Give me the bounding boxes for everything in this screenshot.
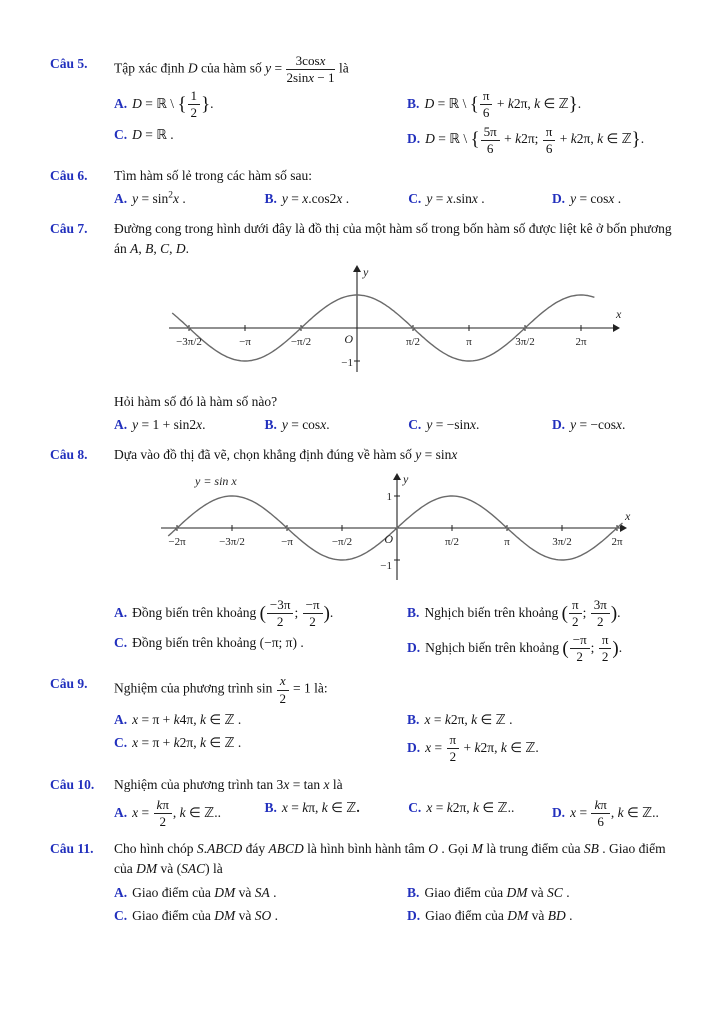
option-letter: B. xyxy=(264,417,277,433)
question-5 xyxy=(50,54,679,158)
option-c xyxy=(408,413,542,437)
question-11-options xyxy=(114,881,679,928)
question-6-stem: Tìm hàm số lẻ trong các hàm số sau: xyxy=(114,167,312,183)
option-d xyxy=(407,123,679,158)
option-a xyxy=(114,881,397,905)
axis-labels xyxy=(176,265,622,369)
question-10-stem: Nghiệm của phương trình tan 3x = tan x là xyxy=(114,776,343,792)
option-b xyxy=(264,796,398,831)
axis-labels xyxy=(168,472,631,572)
question-7 xyxy=(50,219,679,437)
option-c xyxy=(408,796,542,831)
y-tick-label: 1 xyxy=(386,491,392,504)
axes xyxy=(161,473,627,580)
option-letter: A. xyxy=(114,711,128,727)
question-6-label: Câu 6. xyxy=(50,167,88,183)
question-11-label: Câu 11. xyxy=(50,841,94,857)
question-7-stem: Đường cong trong hình dưới đây là đồ thị của một hàm số trong bốn hàm số được liệt kê ở bốn phương án A, B, C, D. xyxy=(114,220,672,256)
option-a xyxy=(114,87,397,122)
y-axis-label: y xyxy=(402,472,408,487)
sine-graph xyxy=(157,470,637,586)
option-text: D = ℝ \ { $\frac{5\pi}{6}$ + k2π; $\frac{\pi}{6}$ + k2π, k ∈ ℤ}. xyxy=(425,123,645,156)
option-text: y = −sinx. xyxy=(426,417,480,433)
option-letter: C. xyxy=(114,908,128,924)
option-letter: B. xyxy=(264,191,277,207)
question-7-label: Câu 7. xyxy=(50,220,88,236)
question-7-figure xyxy=(114,264,679,388)
tick-label: 3π/2 xyxy=(514,336,535,349)
option-d xyxy=(407,904,679,928)
option-text: Giao điểm của DM và BD . xyxy=(425,908,573,924)
tick-label: −π/2 xyxy=(290,336,311,349)
question-11 xyxy=(50,839,679,927)
option-text: x = π + k2π, k ∈ ℤ . xyxy=(132,735,242,751)
option-c xyxy=(114,631,397,666)
option-letter: A. xyxy=(114,804,128,820)
question-8-stem: Dựa vào đồ thị đã vẽ, chọn khẳng định đúng về hàm số y = sinx xyxy=(114,446,458,462)
tick-label: 2π xyxy=(610,536,623,549)
tick-label: π xyxy=(465,336,472,349)
option-letter: C. xyxy=(408,800,422,816)
option-letter: D. xyxy=(551,417,566,433)
option-c xyxy=(114,731,397,766)
option-text: Đồng biến trên khoảng (−π; π) . xyxy=(132,635,304,651)
tick-label: −2π xyxy=(167,536,186,549)
question-7-subquestion: Hỏi hàm số đó là hàm số nào? xyxy=(114,393,278,409)
option-letter: C. xyxy=(114,635,128,651)
option-letter: D. xyxy=(407,740,421,756)
option-d xyxy=(552,413,679,437)
option-d xyxy=(407,631,679,666)
option-text: x = k2π, k ∈ ℤ.. xyxy=(426,800,515,816)
option-text: y = x.cos2x . xyxy=(281,191,350,207)
option-c xyxy=(114,123,397,158)
option-letter: B. xyxy=(264,800,277,816)
option-letter: C. xyxy=(114,735,128,751)
option-letter: D. xyxy=(407,131,421,147)
question-11-stem: Cho hình chóp S.ABCD đáy ABCD là hình bình hành tâm O . Gọi M là trung điểm của SB . Giao điểm của DM và (SAC) là xyxy=(114,841,666,876)
option-a xyxy=(114,596,397,631)
option-text: Nghịch biến trên khoảng ( $\frac{-\pi}{2}$ ; $\frac{\pi}{2}$ ). xyxy=(425,632,623,665)
option-text: D = ℝ . xyxy=(132,126,174,142)
option-letter: B. xyxy=(407,711,420,727)
option-text: Giao điểm của DM và SO . xyxy=(132,908,278,924)
question-8-figure xyxy=(114,470,679,592)
origin-label: O xyxy=(343,332,353,347)
option-text: x = kπ, k ∈ ℤ. xyxy=(281,800,360,816)
option-d xyxy=(552,187,679,211)
question-10 xyxy=(50,775,679,832)
option-b xyxy=(407,596,679,631)
option-b xyxy=(407,881,679,905)
tick-label: −π xyxy=(238,336,251,349)
option-letter: D. xyxy=(551,804,566,820)
option-a xyxy=(114,796,254,831)
option-text: x = $\frac{k\pi}{2}$ , k ∈ ℤ.. xyxy=(132,797,221,830)
option-letter: C. xyxy=(408,417,422,433)
option-a xyxy=(114,708,397,732)
option-text: y = cosx. xyxy=(281,417,330,433)
tick-label: π/2 xyxy=(405,336,420,349)
option-d xyxy=(407,731,679,766)
question-5-options xyxy=(114,87,679,158)
option-letter: D. xyxy=(407,639,421,655)
option-letter: A. xyxy=(114,96,128,112)
curve-equation-label: y = sin x xyxy=(194,474,237,489)
option-letter: B. xyxy=(407,604,420,620)
question-9-stem: Nghiệm của phương trình sin $\frac{x}{2}$ = 1 là: xyxy=(114,673,328,706)
option-text: x = π + k4π, k ∈ ℤ . xyxy=(132,711,242,727)
x-axis-label: x xyxy=(615,307,621,322)
option-b xyxy=(264,187,398,211)
y-tick-label: −1 xyxy=(340,357,353,370)
option-letter: B. xyxy=(407,96,420,112)
y-tick-label: −1 xyxy=(379,560,392,573)
option-b xyxy=(264,413,398,437)
question-7-options xyxy=(114,413,679,437)
option-text: $y = \sin^2x$ . xyxy=(132,190,186,207)
option-letter: A. xyxy=(114,604,128,620)
tick-label: π xyxy=(503,536,510,549)
tick-label: −3π/2 xyxy=(218,536,245,549)
option-text: D = ℝ \ { $\frac{1}{2}$ }. xyxy=(132,88,214,121)
option-text: y = −cosx. xyxy=(570,417,626,433)
tick-label: −3π/2 xyxy=(175,336,202,349)
option-d xyxy=(552,796,679,831)
tick-label: −π xyxy=(280,536,293,549)
question-5-stem: Tập xác định D của hàm số y = $\frac{3\cos x}{2\sin x - 1}$ là xyxy=(114,53,349,86)
question-5-label: Câu 5. xyxy=(50,56,88,71)
option-text: y = cosx . xyxy=(570,191,622,207)
question-8-label: Câu 8. xyxy=(50,446,88,462)
x-axis-label: x xyxy=(624,509,630,524)
tick-label: 3π/2 xyxy=(551,536,572,549)
option-b xyxy=(407,708,679,732)
option-letter: B. xyxy=(407,884,420,900)
option-c xyxy=(408,187,542,211)
option-text: x = k2π, k ∈ ℤ . xyxy=(424,711,513,727)
option-a xyxy=(114,413,254,437)
question-9-options xyxy=(114,708,679,767)
option-c xyxy=(114,904,397,928)
question-9-label: Câu 9. xyxy=(50,676,88,692)
question-9 xyxy=(50,674,679,766)
option-a xyxy=(114,187,254,211)
option-letter: D. xyxy=(551,191,566,207)
option-text: x = $\frac{\pi}{2}$ + k2π, k ∈ ℤ. xyxy=(425,732,539,765)
option-text: y = 1 + sin2x. xyxy=(132,417,206,433)
option-letter: A. xyxy=(114,417,128,433)
tick-label: −π/2 xyxy=(331,536,352,549)
question-10-options xyxy=(114,796,679,831)
option-letter: A. xyxy=(114,884,128,900)
option-letter: A. xyxy=(114,191,128,207)
tick-label: π/2 xyxy=(444,536,459,549)
tick-label: 2π xyxy=(574,336,587,349)
option-letter: C. xyxy=(408,191,422,207)
question-8 xyxy=(50,445,679,667)
option-text: D = ℝ \ { $\frac{\pi}{6}$ + k2π, k ∈ ℤ}. xyxy=(424,88,582,121)
option-text: Đồng biến trên khoảng ( $\frac{-3\pi}{2}$ ; $\frac{-\pi}{2}$ ). xyxy=(132,596,334,630)
question-8-options xyxy=(114,596,679,667)
option-text: Nghịch biến trên khoảng ( $\frac{\pi}{2}$ ; $\frac{3\pi}{2}$ ). xyxy=(424,596,621,630)
option-letter: D. xyxy=(407,908,421,924)
option-text: Giao điểm của DM và SA . xyxy=(132,884,277,900)
origin-label: O xyxy=(383,532,393,547)
question-6 xyxy=(50,166,679,211)
option-letter: C. xyxy=(114,126,128,142)
option-text: y = x.sinx . xyxy=(426,191,485,207)
y-axis-label: y xyxy=(362,265,368,280)
axes xyxy=(169,265,620,372)
cosine-graph xyxy=(167,264,627,382)
question-10-label: Câu 10. xyxy=(50,776,95,792)
option-b xyxy=(407,87,679,122)
option-text: x = $\frac{k\pi}{6}$ , k ∈ ℤ.. xyxy=(570,797,659,830)
option-text: Giao điểm của DM và SC . xyxy=(424,884,570,900)
question-6-options xyxy=(114,187,679,211)
